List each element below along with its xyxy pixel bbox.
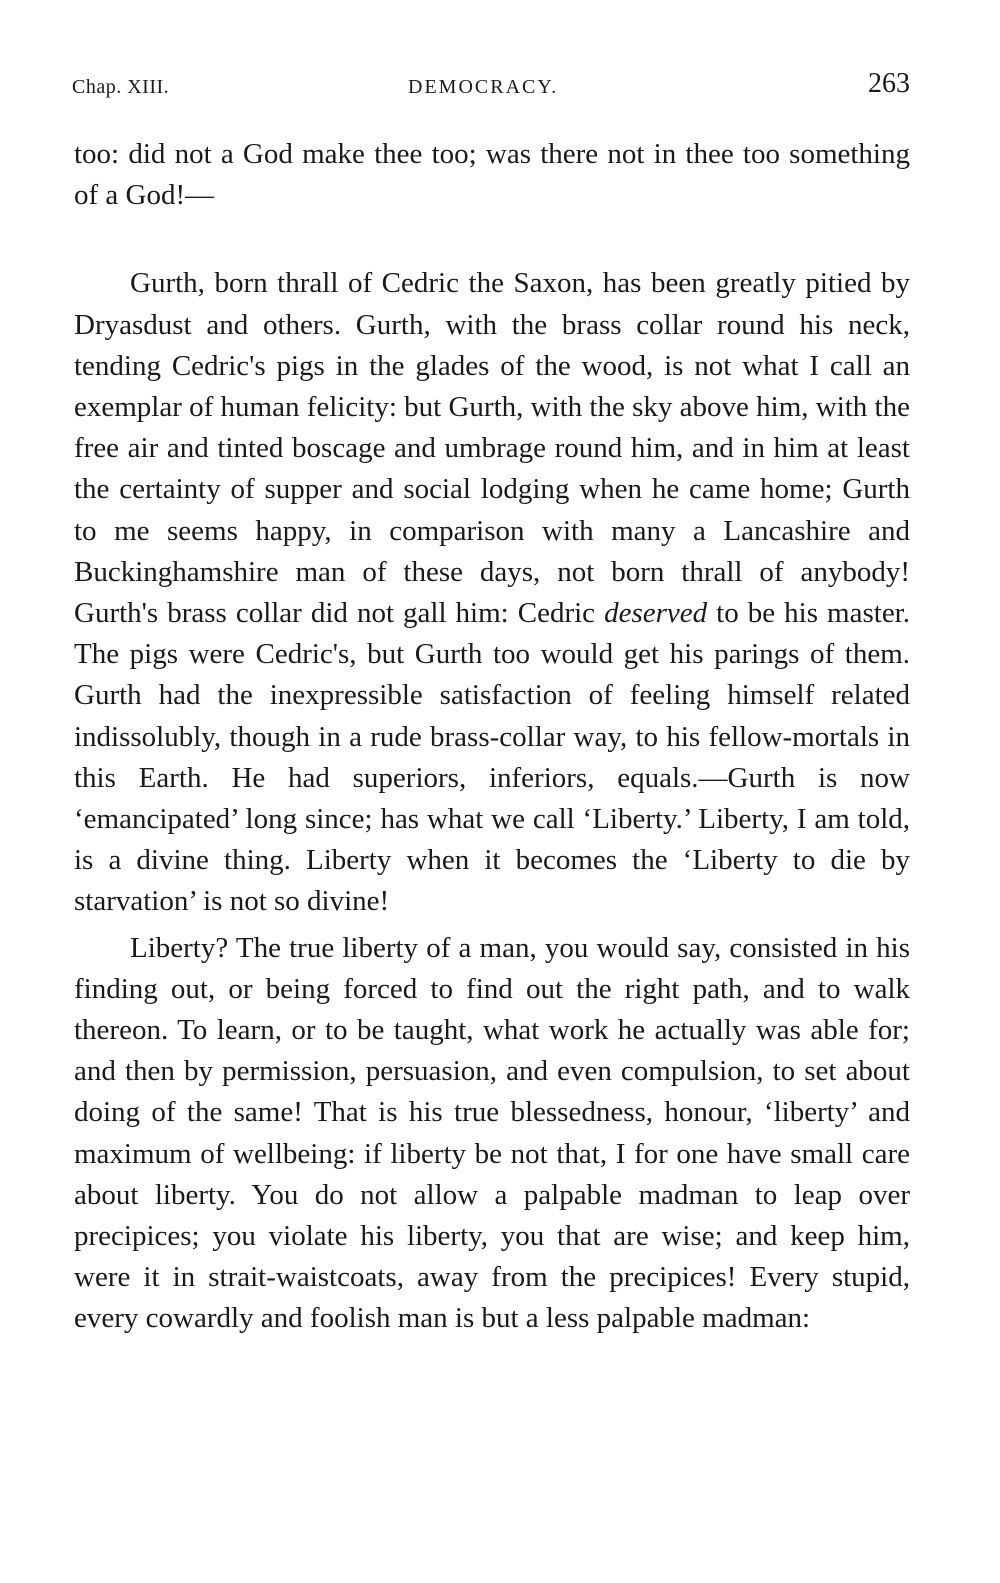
paragraph-gurth — [74, 263, 910, 922]
body-text — [74, 134, 910, 1340]
chapter-title: DEMOCRACY. — [408, 76, 559, 98]
paragraph-gurth-part-a: Gurth, born thrall of Cedric the Saxon, has been greatly pitied by Dryasdust and others. Gurth, with the brass collar round his neck, tending Cedric's pigs in the glades of the wood, is not what I call an exemplar of human felicity: but Gurth, with the sky above him, with the free air and tinted boscage and umbrage round him, and in him at least the certainty of supper and social lodging when he came home; Gurth to me seems happy, in comparison with many a Lancashire and Buckinghamshire man of these days, not born thrall of anybody! Gurth's brass collar did not gall him: Cedric — [74, 267, 910, 630]
paragraph-continued: too: did not a God make thee too; was there not in thee too something of a God!— — [74, 138, 910, 212]
chapter-label: Chap. XIII. — [72, 76, 170, 98]
running-head — [72, 68, 910, 108]
page-number: 263 — [868, 68, 910, 99]
paragraph-gap — [74, 216, 910, 263]
paragraph-gurth-part-b: to be his master. The pigs were Cedric's, but Gurth too would get his parings of them. Gurth had the inexpressible satisfaction of feeling himself related indissolubly, though in a rude brass-collar way, to his fellow-mortals in this Earth. He had superiors, inferiors, equals.—Gurth is now ‘emancipated’ long since; has what we call ‘Liberty.’ Liberty, I am told, is a divine thing. Liberty when it becomes the ‘Liberty to die by starvation’ is not so divine! — [74, 597, 910, 918]
italic-word-deserved: deserved — [604, 597, 708, 630]
paragraph-liberty: Liberty? The true liberty of a man, you would say, consisted in his finding out, or being forced to find out the right path, and to walk thereon. To learn, or to be taught, what work he actually was able for; and then by permission, persuasion, and even compulsion, to set about doing of the same! That is his true blessedness, honour, ‘liberty’ and maximum of wellbeing: if liberty be not that, I for one have small care about liberty. You do not allow a palpable madman to leap over precipices; you violate his liberty, you that are wise; and keep him, were it in strait-waistcoats, away from the precipices! Every stupid, every cowardly and foolish man is but a less palpable madman: — [74, 931, 910, 1335]
